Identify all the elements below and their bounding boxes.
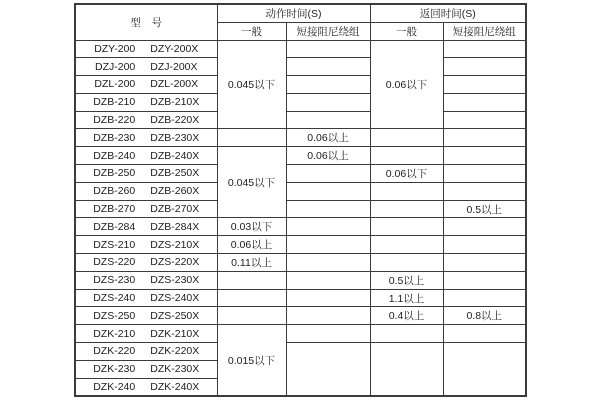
action-general-value: 0.015以下 [217, 325, 286, 396]
empty-cell [443, 93, 526, 111]
empty-cell [443, 182, 526, 200]
table-row [75, 58, 526, 76]
return-general-value: 0.06以下 [370, 165, 443, 183]
table-row [75, 182, 526, 200]
action-general-value: 0.11以上 [217, 254, 286, 272]
table-row [75, 93, 526, 111]
empty-cell [370, 200, 443, 218]
model-cell [75, 111, 217, 129]
model-cell [75, 147, 217, 165]
empty-cell [286, 200, 370, 218]
model-name-x: DZS-210X [150, 238, 200, 251]
empty-cell [443, 76, 526, 94]
empty-cell [370, 254, 443, 272]
empty-cell [370, 218, 443, 236]
empty-cell [286, 343, 370, 396]
empty-cell [286, 307, 370, 325]
table-row [75, 343, 526, 361]
model-name: DZB-284 [93, 220, 136, 233]
action-general-header: 一般 [217, 22, 286, 40]
model-name-x: DZL-200X [150, 78, 199, 91]
model-name: DZK-220 [93, 345, 136, 358]
table-row [75, 218, 526, 236]
action-time-group-header: 动作时间(S) [217, 4, 370, 22]
empty-cell [443, 236, 526, 254]
model-name-x: DZB-210X [150, 96, 200, 109]
empty-cell [443, 58, 526, 76]
model-name: DZB-230 [93, 131, 136, 144]
model-cell [75, 93, 217, 111]
action-general-value: 0.045以下 [217, 147, 286, 218]
model-name-x: DZB-284X [150, 220, 200, 233]
action-general-value: 0.045以下 [217, 40, 286, 129]
model-name: DZK-240 [93, 380, 136, 393]
return-general-value: 0.4以上 [370, 307, 443, 325]
return-general-value: 0.06以下 [370, 40, 443, 129]
model-name: DZB-270 [93, 203, 136, 216]
empty-cell [370, 147, 443, 165]
empty-cell [217, 289, 286, 307]
empty-cell [286, 218, 370, 236]
model-name: DZL-200 [94, 78, 136, 91]
empty-cell [443, 254, 526, 272]
model-cell [75, 325, 217, 343]
return-short-value: 0.5以上 [443, 200, 526, 218]
model-cell [75, 129, 217, 147]
model-name-x: DZB-240X [150, 149, 200, 162]
model-name: DZY-200 [94, 42, 136, 55]
model-name: DZB-240 [93, 149, 136, 162]
model-name-x: DZS-250X [150, 309, 200, 322]
model-name: DZB-250 [93, 167, 136, 180]
model-name-x: DZS-220X [150, 256, 200, 269]
empty-cell [286, 76, 370, 94]
table-row [75, 76, 526, 94]
empty-cell [286, 165, 370, 183]
empty-cell [286, 236, 370, 254]
model-cell [75, 182, 217, 200]
empty-cell [443, 325, 526, 343]
empty-cell [286, 58, 370, 76]
empty-cell [443, 147, 526, 165]
model-name-x: DZB-260X [150, 185, 200, 198]
table-row [75, 254, 526, 272]
model-name: DZS-220 [93, 256, 136, 269]
empty-cell [370, 182, 443, 200]
model-cell [75, 360, 217, 378]
table-row [75, 111, 526, 129]
action-short-damping-header: 短接阻尼绕组 [286, 22, 370, 40]
empty-cell [443, 289, 526, 307]
empty-cell [217, 271, 286, 289]
model-name: DZB-260 [93, 185, 136, 198]
action-short-value: 0.06以上 [286, 147, 370, 165]
return-general-header: 一般 [370, 22, 443, 40]
empty-cell [443, 40, 526, 58]
model-name-x: DZB-250X [150, 167, 200, 180]
model-cell [75, 289, 217, 307]
empty-cell [443, 111, 526, 129]
model-cell [75, 76, 217, 94]
model-cell [75, 165, 217, 183]
model-cell [75, 200, 217, 218]
model-name: DZB-210 [93, 96, 136, 109]
empty-cell [286, 271, 370, 289]
empty-cell [286, 254, 370, 272]
empty-cell [370, 236, 443, 254]
model-name: DZB-220 [93, 114, 136, 127]
empty-cell [443, 165, 526, 183]
empty-cell [286, 182, 370, 200]
model-name-x: DZB-230X [150, 131, 200, 144]
relay-spec-table [74, 3, 527, 397]
table-row [75, 236, 526, 254]
model-name: DZK-210 [93, 327, 136, 340]
empty-cell [443, 129, 526, 147]
return-general-value: 1.1以上 [370, 289, 443, 307]
model-name-x: DZB-220X [150, 114, 200, 127]
model-name: DZS-210 [93, 238, 136, 251]
table-row [75, 307, 526, 325]
model-name-x: DZB-270X [150, 203, 200, 216]
model-name: DZS-230 [93, 274, 136, 287]
model-cell [75, 236, 217, 254]
return-short-value: 0.8以上 [443, 307, 526, 325]
action-general-value: 0.03以下 [217, 218, 286, 236]
model-name-x: DZK-220X [150, 345, 200, 358]
empty-cell [370, 343, 443, 396]
empty-cell [217, 307, 286, 325]
model-name-x: DZJ-200X [150, 60, 198, 73]
table-row [75, 165, 526, 183]
model-cell [75, 40, 217, 58]
model-name: DZK-230 [93, 363, 136, 376]
model-column-header: 型 号 [75, 4, 217, 40]
empty-cell [286, 111, 370, 129]
model-cell [75, 218, 217, 236]
table-row [75, 289, 526, 307]
empty-cell [286, 325, 370, 343]
model-name: DZS-240 [93, 292, 136, 305]
table-row [75, 325, 526, 343]
return-general-value: 0.5以上 [370, 271, 443, 289]
empty-cell [370, 129, 443, 147]
empty-cell [443, 343, 526, 396]
action-general-value: 0.06以上 [217, 236, 286, 254]
model-name-x: DZS-240X [150, 292, 200, 305]
empty-cell [286, 289, 370, 307]
return-short-damping-header: 短接阻尼绕组 [443, 22, 526, 40]
empty-cell [217, 129, 286, 147]
empty-cell [370, 325, 443, 343]
empty-cell [286, 40, 370, 58]
model-name-x: DZK-230X [150, 363, 200, 376]
model-cell [75, 58, 217, 76]
table-row [75, 200, 526, 218]
model-cell [75, 307, 217, 325]
table-row [75, 147, 526, 165]
model-cell [75, 271, 217, 289]
model-name-x: DZY-200X [150, 42, 199, 55]
model-cell [75, 378, 217, 396]
model-name-x: DZS-230X [150, 274, 200, 287]
table-row [75, 129, 526, 147]
header-row-groups [75, 4, 526, 22]
empty-cell [286, 93, 370, 111]
model-cell [75, 343, 217, 361]
table-row [75, 40, 526, 58]
action-short-value: 0.06以上 [286, 129, 370, 147]
model-cell [75, 254, 217, 272]
model-name: DZS-250 [93, 309, 136, 322]
empty-cell [443, 271, 526, 289]
model-name-x: DZK-240X [150, 380, 200, 393]
table-row [75, 271, 526, 289]
model-name-x: DZK-210X [150, 327, 200, 340]
empty-cell [443, 218, 526, 236]
model-name: DZJ-200 [94, 60, 136, 73]
return-time-group-header: 返回时间(S) [370, 4, 526, 22]
